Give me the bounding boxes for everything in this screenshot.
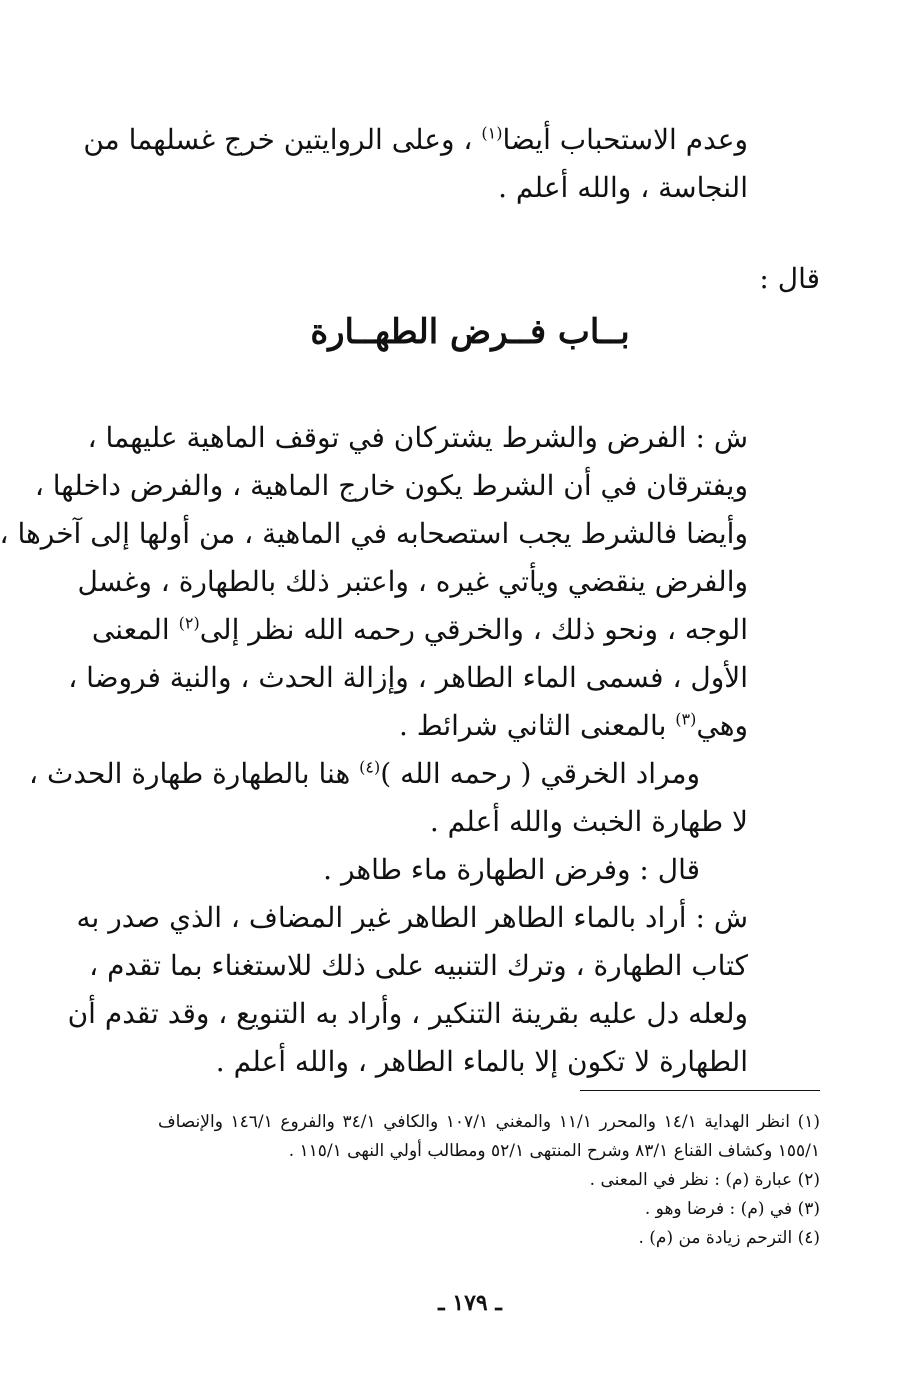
text-line: والفرض ينقضي ويأتي غيره ، واعتبر ذلك بالطهارة ، وغسل: [77, 565, 748, 598]
text-line: قال : وفرض الطهارة ماء طاهر .: [323, 853, 700, 886]
footnote-ref[interactable]: (٢): [178, 613, 200, 633]
text-line: ويفترقان في أن الشرط يكون خارج الماهية ، والفرض داخلها ،: [34, 469, 748, 502]
chapter-title: بــاب فــرض الطهــارة: [310, 312, 630, 352]
footnote-line: (٣) في (م) : فرضا وهو .: [644, 1199, 820, 1219]
text-line: الأول ، فسمى الماء الطاهر ، وإزالة الحدث ، والنية فروضا ،: [68, 661, 748, 694]
footnote-line: (١) انظر الهداية ١٤/١ والمحرر ١١/١ والمغني ١٠٧/١ والكافي ٣٤/١ والفروع ١٤٦/١ والإنصاف: [158, 1112, 820, 1132]
footnote-ref[interactable]: (١): [481, 123, 503, 143]
text-line: وأيضا فالشرط يجب استصحابه في الماهية ، من أولها إلى آخرها ،: [0, 517, 748, 550]
text-line: وهي$^{(٣)}$ بالمعنى الثاني شرائط .: [398, 709, 748, 742]
footnote-line: (٢) عبارة (م) : نظر في المعنى .: [589, 1170, 820, 1190]
footnote-ref[interactable]: (٤): [359, 757, 381, 777]
text-line: ومراد الخرقي ( رحمه الله )$^{(٤)}$ هنا بالطهارة طهارة الحدث ،: [29, 757, 700, 790]
text-line: ولعله دل عليه بقرينة التنكير ، وأراد به التنويع ، وقد تقدم أن: [67, 997, 748, 1030]
page-number: ـ ١٧٩ ـ: [438, 1290, 502, 1316]
footnote-ref[interactable]: (٣): [675, 709, 697, 729]
intro-paragraph: [83, 116, 748, 212]
footnote-line: (٤) الترحم زيادة من (م) .: [638, 1228, 820, 1248]
text-line: ش : الفرض والشرط يشتركان في توقف الماهية عليهما ،: [87, 421, 748, 454]
text-line: لا طهارة الخبث والله أعلم .: [429, 805, 748, 838]
text-line: النجاسة ، والله أعلم .: [498, 171, 748, 204]
footnote-divider: [580, 1090, 820, 1091]
main-text: [0, 414, 748, 1086]
text-line: الطهارة لا تكون إلا بالماء الطاهر ، والله أعلم .: [215, 1045, 748, 1078]
footnote-line: ١٥٥/١ وكشاف القناع ٨٣/١ وشرح المنتهى ٥٢/١ ومطالب أولي النهى ١١٥/١ .: [288, 1141, 820, 1161]
text-line: الوجه ، ونحو ذلك ، والخرقي رحمه الله نظر إلى$^{(٢)}$ المعنى: [91, 613, 748, 646]
text-line: كتاب الطهارة ، وترك التنبيه على ذلك للاستغناء بما تقدم ،: [89, 949, 748, 982]
qal-label: قال :: [759, 262, 820, 295]
footnotes: [158, 1108, 820, 1253]
text-line: ش : أراد بالماء الطاهر الطاهر غير المضاف ، الذي صدر به: [76, 901, 748, 934]
text-line: وعدم الاستحباب أيضا$^{(١)}$ ، وعلى الروايتين خرج غسلهما من: [83, 123, 748, 156]
